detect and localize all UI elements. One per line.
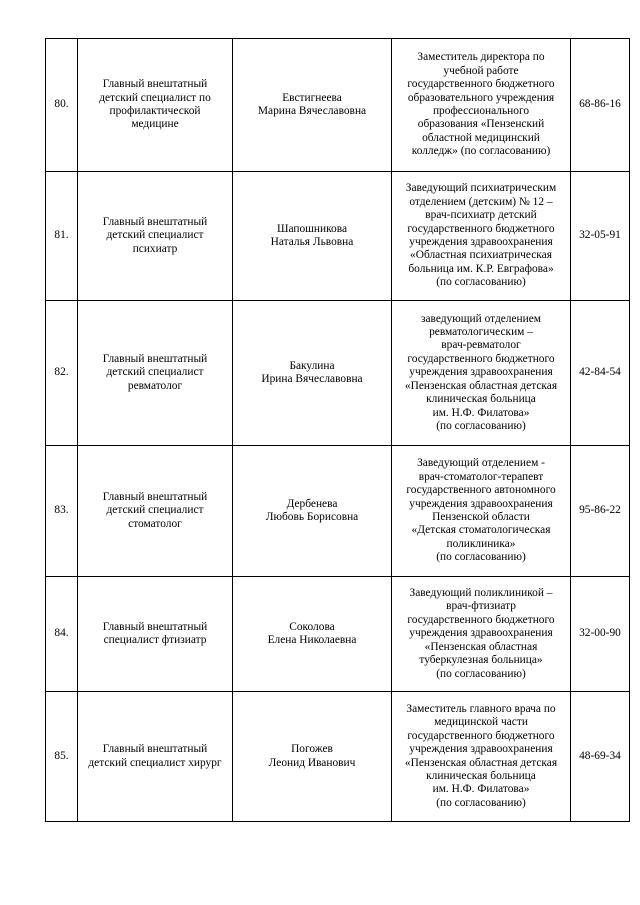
specialist-title: Главный внештатный детский специалист по профилактической медицине	[78, 39, 233, 172]
table-row	[46, 692, 630, 822]
row-number: 83.	[46, 446, 78, 577]
specialist-title: Главный внештатный детский специалист хирург	[78, 692, 233, 822]
specialist-name: Бакулина Ирина Вячеславовна	[233, 301, 392, 446]
specialists-table	[45, 38, 630, 822]
row-number: 81.	[46, 172, 78, 301]
phone-number: 48-69-34	[571, 692, 630, 822]
specialist-title: Главный внештатный детский специалист стоматолог	[78, 446, 233, 577]
specialist-title: Главный внештатный детский специалист ревматолог	[78, 301, 233, 446]
phone-number: 42-84-54	[571, 301, 630, 446]
table-row	[46, 301, 630, 446]
specialist-name: Шапошникова Наталья Львовна	[233, 172, 392, 301]
specialist-position: Заведующий отделением - врач-стоматолог-терапевт государственного автономного учреждения здравоохранения Пензенской области «Детская стоматологическая поликлиника» (по согласованию)	[392, 446, 571, 577]
specialist-title: Главный внештатный специалист фтизиатр	[78, 577, 233, 692]
specialist-name: Евстигнеева Марина Вячеславовна	[233, 39, 392, 172]
row-number: 85.	[46, 692, 78, 822]
specialist-position: заведующий отделением ревматологическим – врач-ревматолог государственного бюджетного учреждения здравоохранения «Пензенская областная детская клиническая больница им. Н.Ф. Филатова» (по согласованию)	[392, 301, 571, 446]
table-row	[46, 39, 630, 172]
specialist-position: Заведующий психиатрическим отделением (детским) № 12 – врач-психиатр детский государственного бюджетного учреждения здравоохранения «Областная психиатрическая больница им. К.Р. Евграфова» (по согласованию)	[392, 172, 571, 301]
phone-number: 32-05-91	[571, 172, 630, 301]
phone-number: 32-00-90	[571, 577, 630, 692]
phone-number: 68-86-16	[571, 39, 630, 172]
specialist-title: Главный внештатный детский специалист психиатр	[78, 172, 233, 301]
table-row	[46, 577, 630, 692]
specialist-position: Заместитель главного врача по медицинской части государственного бюджетного учреждения здравоохранения «Пензенская областная детская клиническая больница им. Н.Ф. Филатова» (по согласованию)	[392, 692, 571, 822]
row-number: 82.	[46, 301, 78, 446]
row-number: 84.	[46, 577, 78, 692]
table-row	[46, 446, 630, 577]
specialist-position: Заместитель директора по учебной работе государственного бюджетного образовательного учреждения профессионального образования «Пензенский областной медицинский колледж» (по согласованию)	[392, 39, 571, 172]
specialist-position: Заведующий поликлиникой – врач-фтизиатр государственного бюджетного учреждения здравоохранения «Пензенская областная туберкулезная больница» (по согласованию)	[392, 577, 571, 692]
specialist-name: Погожев Леонид Иванович	[233, 692, 392, 822]
specialist-name: Дербенева Любовь Борисовна	[233, 446, 392, 577]
row-number: 80.	[46, 39, 78, 172]
specialist-name: Соколова Елена Николаевна	[233, 577, 392, 692]
table-row	[46, 172, 630, 301]
phone-number: 95-86-22	[571, 446, 630, 577]
